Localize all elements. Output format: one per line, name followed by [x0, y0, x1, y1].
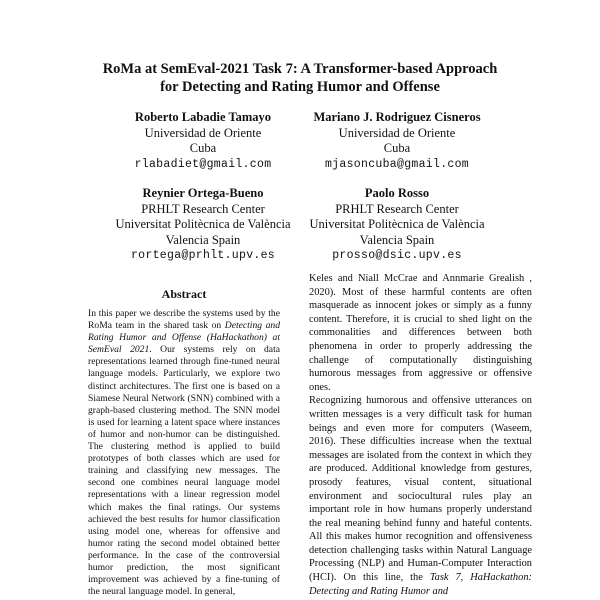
author-name: Paolo Rosso: [364, 186, 430, 200]
abstract-body: [88, 308, 280, 598]
introduction-body: [309, 272, 532, 598]
author-email[interactable]: prosso@dsic.upv.es: [332, 249, 462, 262]
intro-task-name: Task 7, HaHackathon: Detecting and Rating Humor and: [309, 572, 532, 597]
author-email[interactable]: mjasoncuba@gmail.com: [324, 157, 470, 171]
paper-title: [0, 60, 600, 96]
author-block-2: [282, 110, 512, 172]
author-email[interactable]: rlabadiet@gmail.com: [134, 157, 272, 171]
author-location: Valencia Spain: [359, 232, 435, 247]
author-name: Mariano J. Rodriguez Cisneros: [313, 110, 481, 124]
abstract-paragraph: [88, 308, 280, 598]
abstract-task-name: Detecting and Rating Humor and Offense (HaHackathon) at SemEval 2021: [88, 320, 280, 356]
author-location: Cuba: [383, 141, 411, 155]
abstract-text-2: . Our systems rely on data representations learned through fine-tuned neural language models. Particularly, we explore two distinct architectures. The first one is based on a Siamese Neural Network (SNN) combined with a graph-based clustering method. The SNN model is used for learning a latent space where instances of humor and non-humor can be distinguished. The clustering method is applied to build prototypes of both classes which are used for training and classifying new messages. The second one combines neural language model representations with a linear regression model which makes the final ratings. Our systems achieved the best results for humor classification using model one, whereas for offensive and humor rating the second model obtained better performance. In the case of the controversial humor prediction, the most significant improvement was achieved by a fine-tuning of the neural language model. In general,: [88, 344, 280, 598]
author-block-4: [282, 186, 512, 264]
author-location: Cuba: [189, 141, 217, 155]
intro-paragraph-1: Keles and Niall McCrae and Annmarie Grealish , 2020). Most of these harmful contents are often masquerade as innocent jokes or simply as a funny content. Therefore, it is crucial to shed light on the commonalities and differences between both phenomena in order to properly addressing the challenge of computationally distinguishing humorous messages from aggressive or offensive ones.: [309, 273, 532, 393]
author-university: Universitat Politècnica de València: [309, 217, 485, 231]
author-university: Universitat Politècnica de València: [115, 217, 291, 231]
author-email[interactable]: rortega@prhlt.upv.es: [130, 249, 276, 262]
author-affiliation: Universidad de Oriente: [338, 125, 456, 140]
author-location: Valencia Spain: [165, 232, 241, 247]
author-name: Roberto Labadie Tamayo: [134, 110, 272, 124]
intro-text: Recognizing humorous and offensive utterances on written messages is a very difficult task for human beings and even more for computers (Waseem, 2016). These difficulties increase when the textual messages are isolated from the context in which they are produced. Additional knowledge from gestures, prosody features, visual content, situational environment and sociocultural rules play an important role in how humans properly understand the real meaning behind funny and hateful contents. All this makes humor recognition and offensiveness detection challenging tasks within Natural Language Processing (NLP) and Human-Computer Interaction (HCI). On this line, the: [309, 395, 532, 584]
title-line-1: RoMa at SemEval-2021 Task 7: A Transformer-based Approach: [102, 61, 498, 77]
title-line-2: for Detecting and Rating Humor and Offense: [160, 79, 440, 95]
author-name: Reynier Ortega-Bueno: [142, 186, 264, 200]
author-affiliation: Universidad de Oriente: [144, 125, 262, 140]
abstract-heading: Abstract: [161, 287, 207, 301]
abstract-text-1: In this paper we describe the systems used by the RoMa team in the shared task on: [88, 308, 280, 332]
intro-paragraph-2: [309, 394, 532, 598]
author-affiliation: PRHLT Research Center: [141, 201, 265, 216]
author-affiliation: PRHLT Research Center: [335, 201, 459, 216]
